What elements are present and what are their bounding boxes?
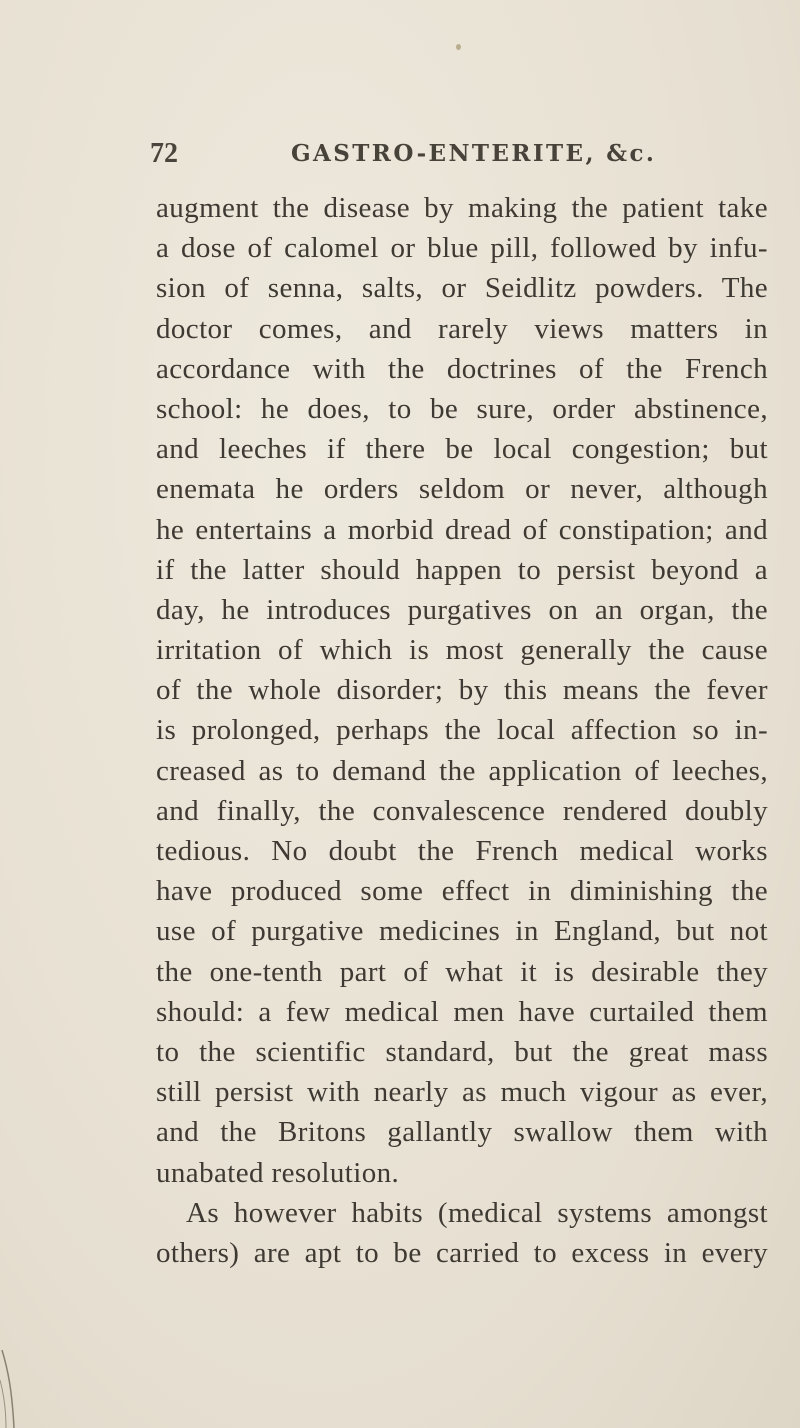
paper-speck bbox=[456, 44, 461, 50]
text-line: he entertains a morbid dread of constipation; and bbox=[156, 513, 768, 546]
text-line: others) are apt to be carried to excess in every bbox=[156, 1236, 768, 1269]
paragraph-2 bbox=[156, 1193, 768, 1273]
running-head: GASTRO-ENTERITE, &c. bbox=[291, 140, 657, 167]
text-line: doctor comes, and rarely views matters in bbox=[156, 312, 768, 345]
text-line: irritation of which is most generally the cause bbox=[156, 634, 768, 667]
text-line: should: a few medical men have curtailed them bbox=[156, 995, 768, 1028]
text-line: As however habits (medical systems amongst bbox=[186, 1196, 768, 1229]
text-line: tedious. No doubt the French medical works bbox=[156, 835, 768, 867]
page-edge-shadow bbox=[0, 1350, 40, 1428]
text-line: unabated resolution. bbox=[156, 1156, 400, 1189]
text-line: use of purgative medicines in England, but not bbox=[156, 915, 768, 948]
text-line: school: he does, to be sure, order abstinence, bbox=[156, 392, 768, 425]
text-line: still persist with nearly as much vigour as ever, bbox=[156, 1076, 768, 1109]
text-line: sion of senna, salts, or Seidlitz powders. The bbox=[156, 272, 768, 305]
page-header bbox=[150, 138, 760, 178]
text-line: and finally, the convalescence rendered doubly bbox=[156, 794, 768, 827]
text-line: if the latter should happen to persist beyond a bbox=[156, 553, 768, 586]
text-line: is prolonged, perhaps the local affection so in- bbox=[156, 714, 768, 747]
text-line: creased as to demand the application of leeches, bbox=[156, 754, 768, 787]
text-line: and the Britons gallantly swallow them with bbox=[156, 1116, 768, 1149]
text-line: and leeches if there be local congestion; but bbox=[156, 433, 768, 466]
text-line: have produced some effect in diminishing the bbox=[156, 875, 768, 908]
text-line: a dose of calomel or blue pill, followed by infu- bbox=[156, 232, 768, 265]
page-number: 72 bbox=[150, 138, 178, 169]
text-line: enemata he orders seldom or never, although bbox=[156, 473, 768, 506]
text-line: to the scientific standard, but the great mass bbox=[156, 1035, 768, 1068]
text-line: the one-tenth part of what it is desirable they bbox=[156, 955, 768, 988]
text-line: augment the disease by making the patient take bbox=[156, 192, 768, 224]
text-line: accordance with the doctrines of the French bbox=[156, 352, 768, 385]
text-line: of the whole disorder; by this means the fever bbox=[156, 674, 768, 707]
text-line: day, he introduces purgatives on an organ, the bbox=[156, 593, 768, 626]
body-text bbox=[156, 188, 768, 1273]
paragraph-1 bbox=[156, 188, 768, 1193]
